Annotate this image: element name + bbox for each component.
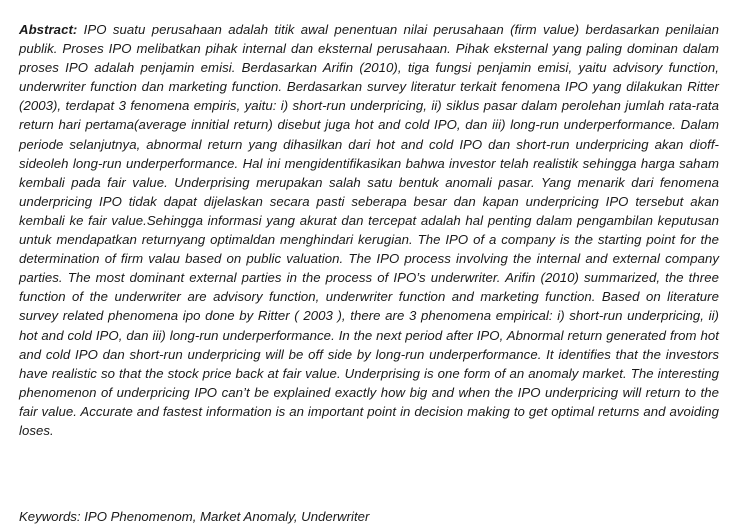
- keywords-line: Keywords: IPO Phenomenom, Market Anomaly, Underwriter: [19, 509, 370, 524]
- abstract-paragraph: [19, 20, 719, 440]
- abstract-body: IPO suatu perusahaan adalah titik awal penentuan nilai perusahaan (firm value) berdasarkan penilaian publik. Proses IPO melibatkan pihak internal dan eksternal perusahaan. Pihak eksternal yang paling dominan dalam proses IPO adalah penjamin emisi. Berdasarkan Arifin (2010), tiga fungsi penjamin emisi, yaitu advisory function, underwriter function dan marketing function. Berdasarkan survey literatur terkait fenomena IPO yang dilakukan Ritter (2003), terdapat 3 fenomena empiris, yaitu: i) short-run underpricing, ii) siklus pasar dalam perolehan jumlah rata-rata return hari pertama(average innitial return) disebut juga hot and cold IPO, dan iii) long-run underperformance. Dalam periode selanjutnya, abnormal return yang dihasilkan dari hot and cold IPO dan short-run underpricing akan dioff-sideoleh long-run underperformance. Hal ini mengidentifikasikan bahwa investor telah realistik sehingga harga saham kembali pada fair value. Underprising merupakan salah satu bentuk anomali pasar. Yang menarik dari fenomena underpricing IPO tidak dapat dijelaskan secara pasti seberapa besar dan kapan underpricing IPO tersebut akan kembali ke fair value.Sehingga informasi yang akurat dan tercepat adalah hal penting dalam pengambilan keputusan untuk mendapatkan returnyang optimaldan menghindari kerugian. The IPO of a company is the starting point for the determination of firm valau based on public valuation. The IPO process involving the internal and external company parties. The most dominant external parties in the process of IPO’s underwriter. Arifin (2010) summarized, the three function of the underwriter are advisory function, underwriter function and marketing function. Based on literature survey related phenomena ipo done by Ritter ( 2003 ), there are 3 phenomena empirical: i) short-run underpricing, ii) hot and cold IPO, dan iii) long-run underperformance. In the next period after IPO, Abnormal return generated from hot and cold IPO dan short-run underpricing will be off side by long-run underperformance. It identifies that the investors have realistic so that the stock price back at fair value. Underprising is one form of an anomaly market. The interesting phenomenon of underpricing IPO can’t be explained exactly how big and when the IPO underpricing will return to the fair value. Accurate and fastest information is an important point in decision making to get optimal returns and avoiding loses.: [19, 22, 719, 438]
- abstract-label: Abstract:: [19, 22, 78, 37]
- document-page: [19, 20, 719, 524]
